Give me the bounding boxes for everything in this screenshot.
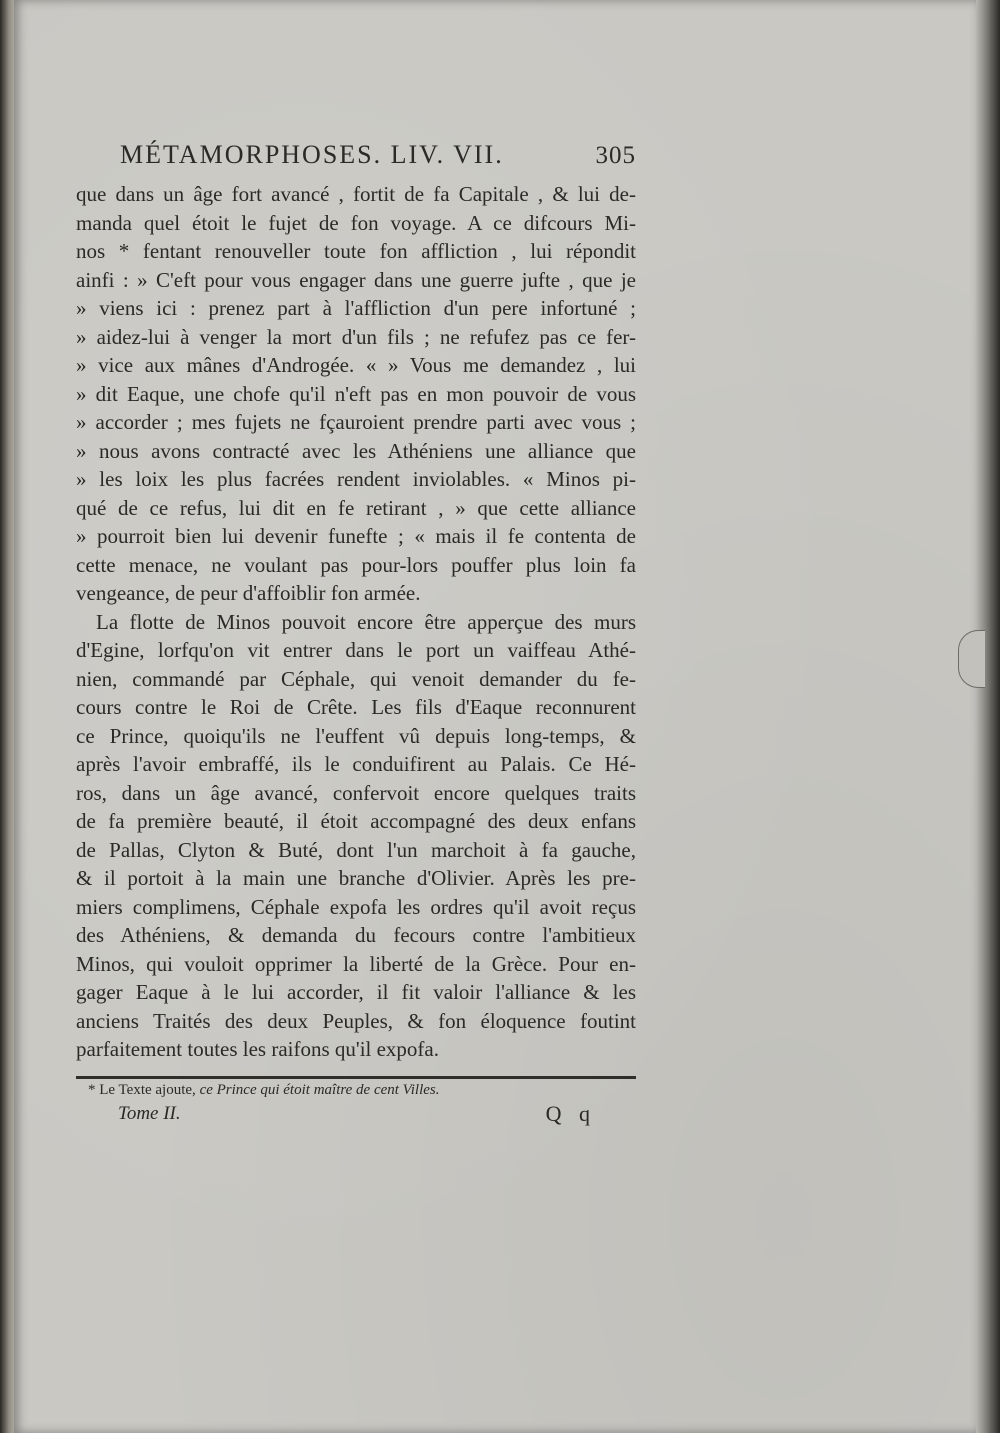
text-line: » pourroit bien lui devenir funefte ; « mais il fe contenta de [76, 524, 636, 548]
text-line: après l'avoir embraffé, ils le conduifirent au Palais. Ce Hé- [76, 752, 636, 776]
text-line: » vice aux mânes d'Androgée. « » Vous me demandez , lui [76, 353, 636, 377]
paragraph-1 [76, 180, 636, 608]
text-line: qué de ce refus, lui dit en fe retirant , » que cette alliance [76, 495, 636, 520]
text-line: » les loix les plus facrées rendent inviolables. « Minos pi- [76, 467, 636, 491]
page-footer [76, 1101, 636, 1127]
text-line: La flotte de Minos pouvoit encore être apperçue des murs [96, 609, 636, 634]
text-line: parfaitement toutes les raifons qu'il expofa. [76, 1037, 439, 1061]
text-line: cette menace, ne voulant pas pour-lors pouffer plus loin fa [76, 552, 636, 577]
text-line: nien, commandé par Céphale, qui venoit demander du fe- [76, 666, 636, 691]
page-tab-notch [958, 630, 985, 688]
footnote [76, 1079, 636, 1101]
page-number: 305 [595, 142, 636, 169]
text-line: ce Prince, quoiqu'ils ne l'euffent vû depuis long-temps, & [76, 723, 636, 748]
text-line: que dans un âge fort avancé , fortit de fa Capitale , & lui de- [76, 182, 636, 206]
text-line: » aidez-lui à venger la mort d'un fils ; ne refufez pas ce fer- [76, 324, 636, 349]
running-head [76, 140, 636, 180]
text-line: anciens Traités des deux Peuples, & fon éloquence foutint [76, 1008, 636, 1033]
footnote-marker: * [88, 1081, 96, 1098]
paragraph-2 [76, 608, 636, 1064]
text-line: & il portoit à la main une branche d'Olivier. Après les pre- [76, 866, 636, 890]
running-title: MÉTAMORPHOSES. LIV. VII. [120, 140, 504, 169]
text-line: d'Egine, lorfqu'on vit entrer dans le port un vaiffeau Athé- [76, 638, 636, 662]
text-line: cours contre le Roi de Crête. Les fils d'Eaque reconnurent [76, 695, 636, 719]
right-page-edge [976, 0, 1000, 1433]
text-line: gager Eaque à le lui accorder, il fit valoir l'alliance & les [76, 980, 636, 1004]
volume-label: Tome II. [118, 1102, 181, 1124]
text-line: des Athéniens, & demanda du fecours contre l'ambitieux [76, 923, 636, 947]
text-line: miers complimens, Céphale expofa les ordres qu'il avoit reçus [76, 894, 636, 919]
text-line: nos * fentant renouveller toute fon affliction , lui répondit [76, 239, 636, 263]
text-line: de fa première beauté, il étoit accompagné des deux enfans [76, 809, 636, 833]
text-line: vengeance, de peur d'affoiblir fon armée. [76, 581, 421, 605]
text-block [76, 140, 636, 1127]
signature-mark: Q q [545, 1100, 596, 1126]
text-line: ros, dans un âge avancé, confervoit encore quelques traits [76, 780, 636, 805]
text-line: ainfi : » C'eft pour vous engager dans une guerre jufte , que je [76, 267, 636, 292]
text-line: de Pallas, Clyton & Buté, dont l'un marchoit à fa gauche, [76, 837, 636, 862]
text-line: Minos, qui vouloit opprimer la liberté de la Grèce. Pour en- [76, 951, 636, 976]
text-line: » viens ici : prenez part à l'affliction d'un pere infortuné ; [76, 296, 636, 320]
text-line: » accorder ; mes fujets ne fçauroient prendre parti avec vous ; [76, 410, 636, 434]
footnote-intro: Le Texte ajoute, [99, 1081, 196, 1098]
text-line: » nous avons contracté avec les Athéniens une alliance que [76, 438, 636, 463]
text-line: » dit Eaque, une chofe qu'il n'eft pas en mon pouvoir de vous [76, 381, 636, 406]
footnote-quote: ce Prince qui étoit maître de cent Villes. [199, 1081, 440, 1098]
text-line: manda quel étoit le fujet de fon voyage. A ce difcours Mi- [76, 210, 636, 235]
